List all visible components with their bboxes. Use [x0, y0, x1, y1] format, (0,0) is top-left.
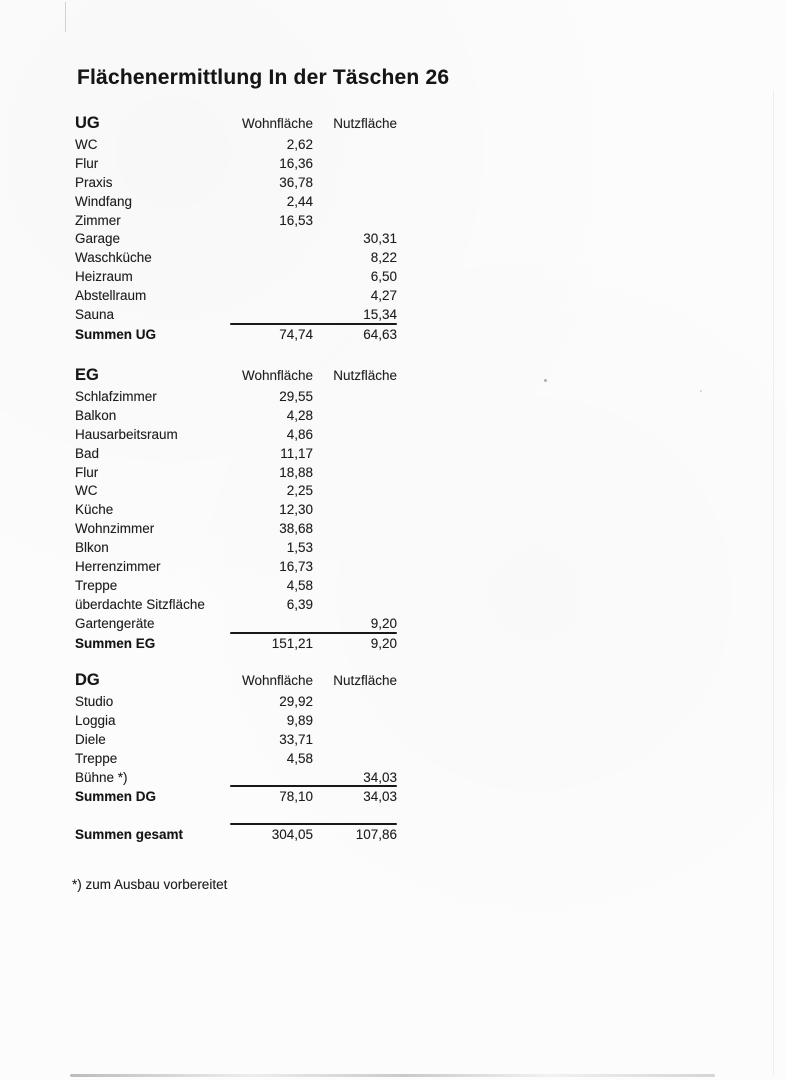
table-row — [75, 286, 397, 305]
row-label: Blkon — [75, 540, 109, 556]
table-row — [75, 749, 397, 768]
grand-total-row — [75, 825, 397, 844]
table-row — [75, 481, 397, 500]
section-header — [75, 366, 397, 387]
row-label: Waschküche — [75, 250, 152, 266]
row-wohnflaeche-value: 2,44 — [286, 193, 313, 209]
row-label: Flur — [75, 155, 99, 171]
table-row — [75, 557, 397, 576]
table-row — [75, 387, 397, 406]
section-title: UG — [75, 114, 100, 132]
table-row — [75, 135, 397, 154]
row-wohnflaeche-value: 16,73 — [279, 558, 313, 574]
table-row — [75, 444, 397, 463]
row-label: Diele — [75, 731, 106, 747]
row-label: Treppe — [75, 750, 118, 766]
row-wohnflaeche-value: 33,71 — [279, 731, 313, 747]
table-row — [75, 229, 397, 248]
row-label: Zimmer — [75, 212, 121, 228]
row-wohnflaeche-value: 11,17 — [280, 445, 313, 461]
row-label: Küche — [75, 502, 114, 518]
table-row — [75, 730, 397, 749]
row-wohnflaeche-value: 4,28 — [286, 407, 313, 423]
table-row — [75, 576, 397, 595]
section-rows — [75, 692, 397, 786]
table-row — [75, 519, 397, 538]
row-nutzflaeche-value: 30,31 — [363, 231, 397, 247]
section-sum-row — [75, 634, 397, 653]
row-label: WC — [75, 483, 98, 499]
section-sum-row — [75, 325, 397, 344]
row-nutzflaeche-value: 15,34 — [363, 306, 397, 322]
section-title: DG — [75, 671, 100, 689]
col-header-wohnflaeche: Wohnfläche — [241, 116, 313, 131]
row-wohnflaeche-value: 9,89 — [286, 712, 313, 728]
table-row — [75, 173, 397, 192]
table-row — [75, 768, 397, 787]
section-rows — [75, 135, 397, 324]
row-wohnflaeche-value: 29,55 — [279, 388, 313, 404]
floor-section — [75, 671, 397, 806]
row-label: Gartengeräte — [75, 615, 155, 631]
row-label: Windfang — [75, 193, 133, 209]
sum-nutzflaeche-value: 64,63 — [363, 326, 397, 342]
section-rows — [75, 387, 397, 633]
row-wohnflaeche-value: 18,88 — [279, 464, 313, 480]
sum-wohnflaeche-value: 151,21 — [271, 635, 313, 651]
row-wohnflaeche-value: 4,86 — [286, 426, 313, 442]
table-row — [75, 425, 397, 444]
col-header-nutzflaeche: Nutzfläche — [333, 673, 397, 688]
row-label: Hausarbeitsraum — [75, 426, 178, 442]
table-row — [75, 192, 397, 211]
row-wohnflaeche-value: 2,25 — [286, 483, 313, 499]
row-label: Heizraum — [75, 269, 133, 285]
table-row — [75, 211, 397, 230]
table-row — [75, 305, 397, 324]
row-wohnflaeche-value: 16,53 — [279, 212, 313, 228]
section-title: EG — [75, 366, 99, 384]
col-header-wohnflaeche: Wohnfläche — [241, 368, 313, 383]
sum-wohnflaeche-value: 74,74 — [279, 326, 313, 342]
row-label: Bad — [75, 445, 100, 461]
table-row — [75, 463, 397, 482]
row-wohnflaeche-value: 4,58 — [286, 750, 313, 766]
sum-label: Summen EG — [75, 635, 156, 651]
row-nutzflaeche-value: 9,20 — [370, 615, 397, 631]
section-sum-row — [75, 787, 397, 806]
row-wohnflaeche-value: 4,58 — [286, 577, 313, 593]
grand-total-wohnflaeche-value: 304,05 — [271, 827, 313, 842]
scan-speck — [544, 379, 547, 382]
footnote: *) zum Ausbau vorbereitet — [72, 877, 228, 892]
row-nutzflaeche-value: 4,27 — [370, 288, 397, 304]
row-label: Wohnzimmer — [75, 521, 155, 537]
row-wohnflaeche-value: 12,30 — [279, 502, 313, 518]
floor-section — [75, 366, 397, 653]
table-row — [75, 248, 397, 267]
row-label: Sauna — [75, 306, 115, 322]
row-wohnflaeche-value: 6,39 — [286, 596, 313, 612]
row-label: Herrenzimmer — [75, 558, 161, 574]
scan-edge-shadow — [70, 1074, 715, 1077]
table-row — [75, 154, 397, 173]
row-wohnflaeche-value: 38,68 — [279, 521, 313, 537]
sum-rule-line — [230, 632, 397, 634]
row-nutzflaeche-value: 8,22 — [370, 250, 397, 266]
grand-total-label: Summen gesamt — [75, 827, 184, 842]
table-row — [75, 711, 397, 730]
table-row — [75, 614, 397, 633]
scan-artifact-line — [65, 2, 66, 32]
row-label: Treppe — [75, 577, 118, 593]
sum-label: Summen UG — [75, 326, 157, 342]
col-header-nutzflaeche: Nutzfläche — [333, 368, 397, 383]
row-label: Abstellraum — [75, 288, 147, 304]
total-rule-line — [230, 823, 397, 825]
sum-wohnflaeche-value: 78,10 — [279, 789, 313, 805]
table-row — [75, 692, 397, 711]
row-label: überdachte Sitzfläche — [75, 596, 205, 612]
sum-nutzflaeche-value: 34,03 — [363, 789, 397, 805]
sum-rule-line — [230, 785, 397, 787]
scan-speck — [700, 390, 702, 392]
row-wohnflaeche-value: 2,62 — [286, 136, 313, 152]
table-row — [75, 500, 397, 519]
row-label: Balkon — [75, 407, 117, 423]
row-label: WC — [75, 136, 98, 152]
row-label: Bühne *) — [75, 769, 128, 785]
table-row — [75, 538, 397, 557]
row-label: Schlafzimmer — [75, 388, 157, 404]
row-label: Loggia — [75, 712, 116, 728]
row-wohnflaeche-value: 16,36 — [279, 155, 313, 171]
row-wohnflaeche-value: 36,78 — [279, 174, 313, 190]
floor-section — [75, 114, 397, 344]
row-label: Studio — [75, 693, 114, 709]
row-wohnflaeche-value: 1,53 — [286, 540, 313, 556]
row-wohnflaeche-value: 29,92 — [279, 693, 313, 709]
col-header-nutzflaeche: Nutzfläche — [333, 116, 397, 131]
table-row — [75, 406, 397, 425]
sum-rule-line — [230, 323, 397, 325]
row-label: Praxis — [75, 174, 113, 190]
section-header — [75, 671, 397, 692]
sum-nutzflaeche-value: 9,20 — [370, 635, 397, 651]
row-nutzflaeche-value: 6,50 — [370, 269, 397, 285]
row-nutzflaeche-value: 34,03 — [363, 769, 397, 785]
row-label: Flur — [75, 464, 99, 480]
sum-label: Summen DG — [75, 789, 157, 805]
document-title: Flächenermittlung In der Täschen 26 — [77, 66, 450, 89]
table-row — [75, 595, 397, 614]
grand-total-nutzflaeche-value: 107,86 — [355, 827, 397, 842]
row-label: Garage — [75, 231, 121, 247]
table-row — [75, 267, 397, 286]
scan-artifact-line — [773, 90, 774, 1075]
section-header — [75, 114, 397, 135]
col-header-wohnflaeche: Wohnfläche — [241, 673, 313, 688]
